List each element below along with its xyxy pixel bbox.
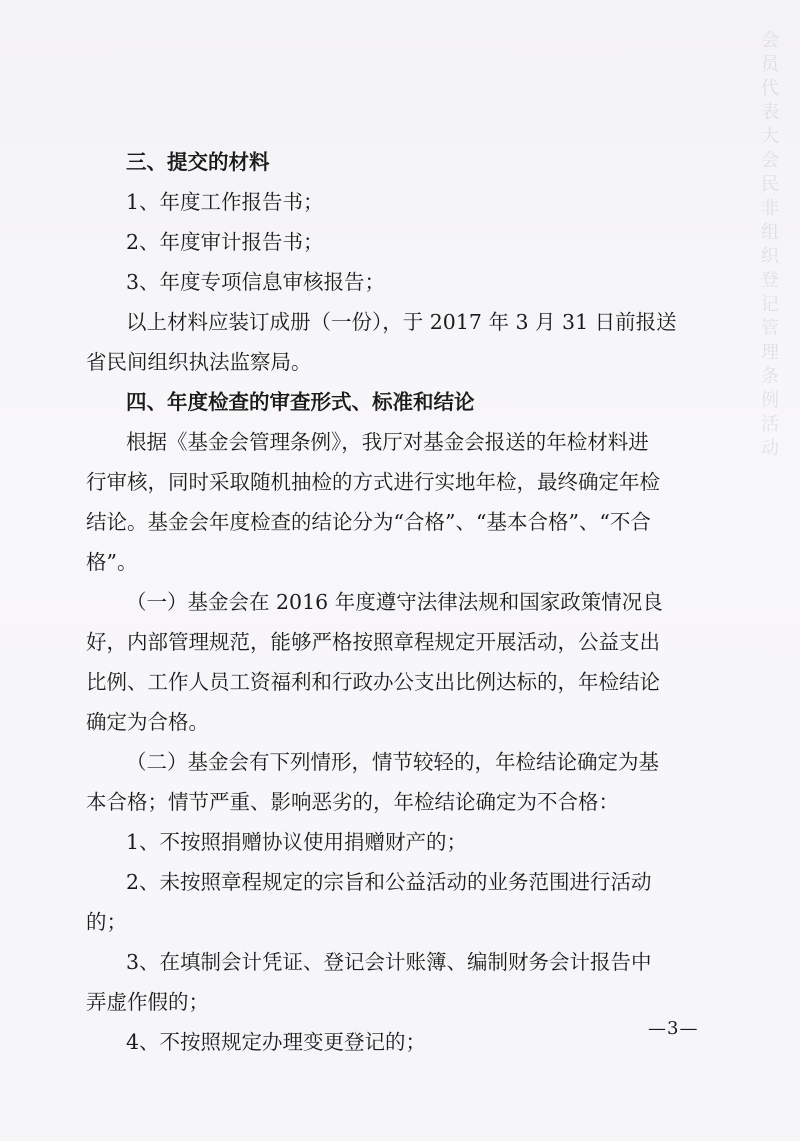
s4-p2-line-3: 比例、工作人员工资福利和行政办公支出比例达标的，年检结论 xyxy=(86,670,660,694)
s3-item-3: 3、年度专项信息审核报告； xyxy=(126,270,386,294)
s4-p1-line-4: 格”。 xyxy=(86,550,138,574)
s4-p1-line-1: 根据《基金会管理条例》，我厅对基金会报送的年检材料进 xyxy=(126,430,649,454)
s3-note-line-1: 以上材料应装订成册（一份），于 2017 年 3 月 31 日前报送 xyxy=(126,310,677,334)
s4-p2-line-1: （一）基金会在 2016 年度遵守法律法规和国家政策情况良 xyxy=(126,590,663,614)
s4-list-item-2-line-2: 的； xyxy=(86,910,127,934)
s4-p1-line-3: 结论。基金会年度检查的结论分为“合格”、“基本合格”、“不合 xyxy=(86,510,651,534)
bleed-through-text: 会员代表大会民非组织登记管理条例活动 xyxy=(758,30,779,462)
section-3-heading: 三、提交的材料 xyxy=(126,150,270,174)
page-number: —3— xyxy=(648,1018,699,1039)
s4-list-item-4: 4、不按照规定办理变更登记的； xyxy=(126,1030,427,1054)
s3-item-1: 1、年度工作报告书； xyxy=(126,190,324,214)
s4-list-item-3-line-1: 3、在填制会计凭证、登记会计账簿、编制财务会计报告中 xyxy=(126,950,652,974)
document-body xyxy=(86,142,716,1062)
s3-item-2: 2、年度审计报告书； xyxy=(126,230,324,254)
s4-p1-line-2: 行审核，同时采取随机抽检的方式进行实地年检，最终确定年检 xyxy=(86,470,660,494)
s3-note-line-2: 省民间组织执法监察局。 xyxy=(86,350,312,374)
s4-p3-line-2: 本合格；情节严重、影响恶劣的，年检结论确定为不合格： xyxy=(86,790,619,814)
s4-p2-line-2: 好，内部管理规范，能够严格按照章程规定开展活动，公益支出 xyxy=(86,630,660,654)
s4-p2-line-4: 确定为合格。 xyxy=(86,710,209,734)
s4-p3-line-1: （二）基金会有下列情形，情节较轻的，年检结论确定为基 xyxy=(126,750,659,774)
s4-list-item-1: 1、不按照捐赠协议使用捐赠财产的； xyxy=(126,830,468,854)
s4-list-item-3-line-2: 弄虚作假的； xyxy=(86,990,209,1014)
s4-list-item-2-line-1: 2、未按照章程规定的宗旨和公益活动的业务范围进行活动 xyxy=(126,870,652,894)
section-4-heading: 四、年度检查的审查形式、标准和结论 xyxy=(126,390,475,414)
